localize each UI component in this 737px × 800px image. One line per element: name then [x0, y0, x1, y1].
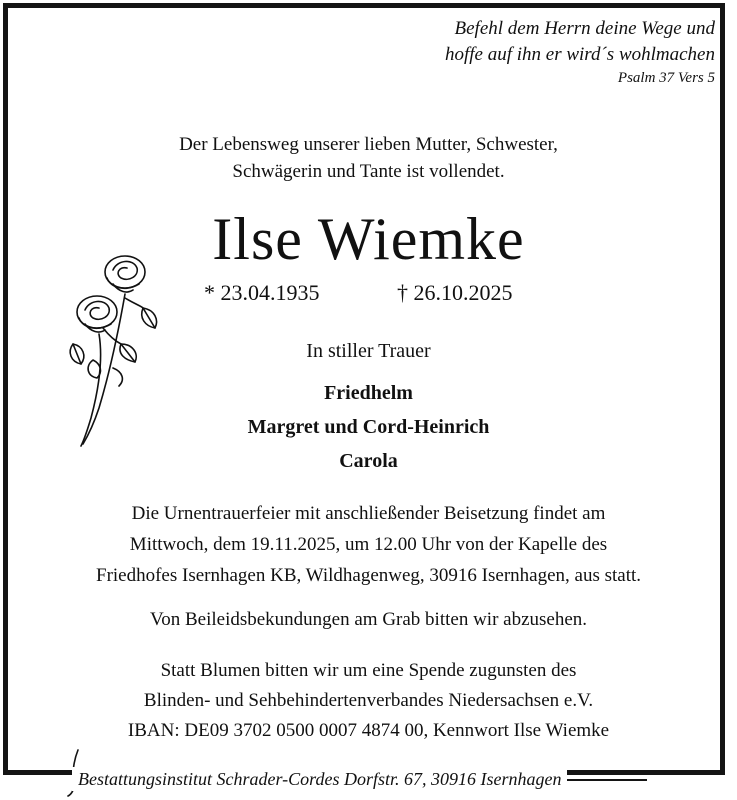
donation-line: IBAN: DE09 3702 0500 0007 4874 00, Kennwort Ilse Wiemke	[127, 720, 610, 741]
birth-date: * 23.04.1935	[204, 280, 320, 305]
service-line: Die Urnentrauerfeier mit anschließender Beisetzung findet am	[131, 503, 606, 524]
family-list	[0, 376, 737, 478]
condolence-note: Von Beileidsbekundungen am Grab bitten wir abzusehen.	[149, 609, 588, 630]
service-line: Mittwoch, dem 19.11.2025, um 12.00 Uhr von der Kapelle des	[129, 534, 608, 555]
service-line: Friedhofes Isernhagen KB, Wildhagenweg, 30916 Isernhagen, aus statt.	[96, 565, 641, 586]
family-member: Friedhelm	[324, 382, 413, 404]
mourning-line: In stiller Trauer	[306, 340, 431, 362]
donation-line: Statt Blumen bitten wir um eine Spende zugunsten des	[160, 660, 577, 681]
intro-text	[0, 131, 737, 185]
bible-quote	[445, 16, 715, 89]
death-date: † 26.10.2025	[397, 280, 513, 305]
quote-line: hoffe auf ihn er wird´s wohlmachen	[444, 44, 715, 65]
intro-line: Schwägerin und Tante ist vollendet.	[232, 161, 505, 182]
deceased-name: Ilse Wiemke	[212, 206, 525, 272]
donation-info	[0, 656, 737, 746]
family-member: Margret und Cord-Heinrich	[247, 416, 490, 438]
quote-line: Befehl dem Herrn deine Wege und	[454, 18, 715, 39]
family-member: Carola	[339, 450, 398, 472]
donation-line: Blinden- und Sehbehindertenverbandes Niedersachsen e.V.	[143, 690, 594, 711]
quote-reference: Psalm 37 Vers 5	[617, 70, 715, 86]
intro-line: Der Lebensweg unserer lieben Mutter, Schwester,	[179, 134, 558, 155]
service-info	[0, 498, 737, 591]
funeral-home: Bestattungsinstitut Schrader-Cordes Dorfstr. 67, 30916 Isernhagen	[72, 767, 567, 791]
